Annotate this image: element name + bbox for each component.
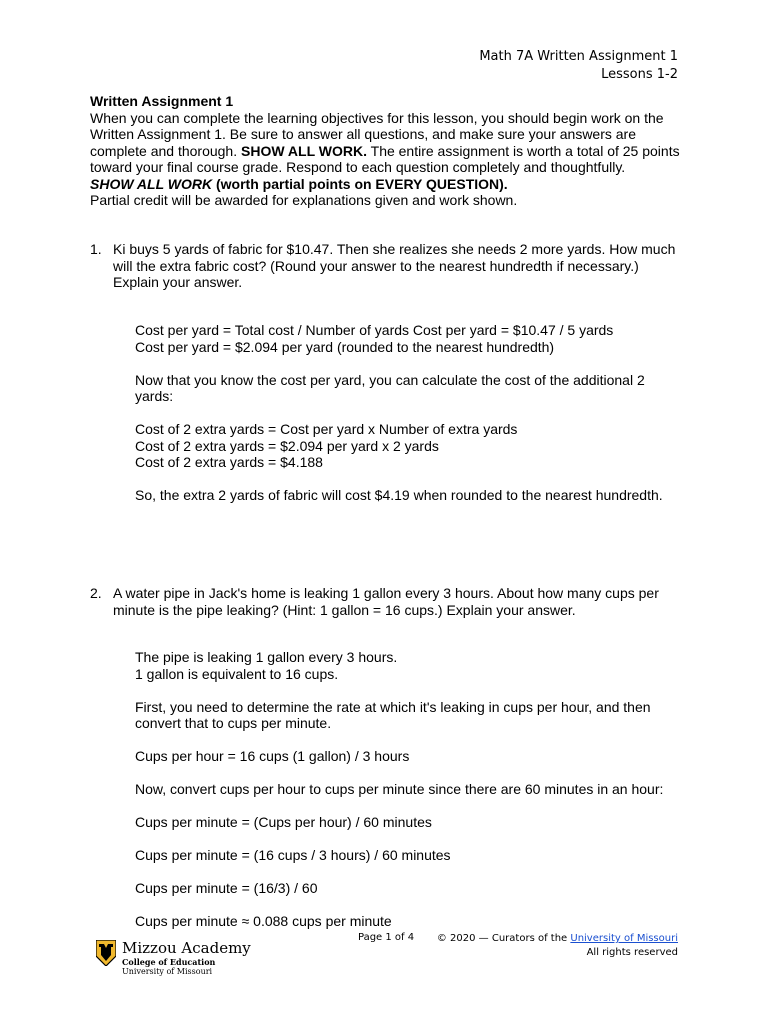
answer-line: So, the extra 2 yards of fabric will cost $4.19 when rounded to the nearest hundredth. bbox=[135, 487, 663, 503]
question-line: will the extra fabric cost? (Round your answer to the nearest hundredth if necessary.) bbox=[113, 257, 639, 274]
question-line: minute is the pipe leaking? (Hint: 1 gallon = 16 cups.) Explain your answer. bbox=[113, 601, 576, 618]
intro-emphasis: SHOW ALL WORK. bbox=[241, 142, 367, 159]
intro-text: (worth partial points on EVERY QUESTION). bbox=[212, 175, 508, 192]
answer-line: Cups per minute = (Cups per hour) / 60 minutes bbox=[135, 814, 432, 830]
answer-line: Cost of 2 extra yards = $4.188 bbox=[135, 454, 323, 470]
question-line: Ki buys 5 yards of fabric for $10.47. Then she realizes she needs 2 more yards. How much bbox=[113, 241, 676, 257]
question-line: A water pipe in Jack's home is leaking 1 gallon every 3 hours. About how many cups per bbox=[113, 585, 659, 601]
rights-reserved: All rights reserved bbox=[586, 947, 678, 958]
answer-line: Now that you know the cost per yard, you can calculate the cost of the additional 2 bbox=[135, 371, 645, 388]
question-number: 1. bbox=[90, 241, 102, 257]
answer-line: Cups per minute ≈ 0.088 cups per minute bbox=[135, 913, 392, 929]
intro-line: toward your final course grade. Respond to each question completely and thoughtfully. bbox=[90, 159, 626, 175]
question-2 bbox=[90, 585, 690, 618]
answer-line: Cups per hour = 16 cups (1 gallon) / 3 hours bbox=[135, 748, 410, 764]
logo-university: University of Missouri bbox=[122, 967, 213, 976]
question-line: Explain your answer. bbox=[113, 274, 243, 290]
copyright-notice bbox=[437, 932, 678, 960]
answer-line: Cost of 2 extra yards = Cost per yard x Number of extra yards bbox=[135, 421, 518, 437]
answer-line: yards: bbox=[135, 388, 174, 404]
intro-line: When you can complete the learning objectives for this lesson, you should begin work on the bbox=[90, 109, 664, 126]
answer-line: Cost of 2 extra yards = $2.094 per yard x 2 yards bbox=[135, 437, 439, 454]
assignment-intro bbox=[90, 93, 690, 209]
answer-line: Cost per yard = Total cost / Number of yards Cost per yard = $10.47 / 5 yards bbox=[135, 322, 614, 338]
question-number: 2. bbox=[90, 585, 102, 601]
intro-line bbox=[90, 143, 690, 160]
intro-text: The entire assignment is worth a total of 25 points bbox=[367, 142, 680, 159]
header-course-title: Math 7A Written Assignment 1 bbox=[479, 49, 678, 64]
answer-line: First, you need to determine the rate at which it's leaking in cups per hour, and then bbox=[135, 698, 651, 715]
answer-line: convert that to cups per minute. bbox=[135, 715, 332, 731]
mizzou-tiger-shield-icon bbox=[96, 940, 116, 966]
answer-1 bbox=[135, 322, 695, 504]
answer-line: Cost per yard = $2.094 per yard (rounded to the nearest hundredth) bbox=[135, 338, 555, 355]
logo-title: Mizzou Academy bbox=[122, 939, 251, 957]
intro-line bbox=[90, 176, 690, 193]
question-1 bbox=[90, 241, 690, 291]
copyright-line bbox=[437, 932, 678, 946]
header-lessons: Lessons 1-2 bbox=[601, 67, 678, 82]
intro-title: Written Assignment 1 bbox=[90, 93, 234, 109]
answer-line: Cups per minute = (16 cups / 3 hours) / 60 minutes bbox=[135, 847, 451, 863]
intro-text: complete and thorough. bbox=[90, 142, 241, 159]
intro-line: Written Assignment 1. Be sure to answer all questions, and make sure your answers are bbox=[90, 126, 637, 142]
intro-emphasis: SHOW ALL WORK bbox=[90, 175, 213, 192]
university-link[interactable]: University of Missouri bbox=[570, 933, 678, 944]
answer-line: 1 gallon is equivalent to 16 cups. bbox=[135, 665, 339, 682]
document-header bbox=[479, 48, 678, 84]
copyright-text: © 2020 — Curators of the bbox=[436, 933, 571, 944]
answer-line: Cups per minute = (16/3) / 60 bbox=[135, 880, 318, 896]
logo-college: College of Education bbox=[122, 957, 216, 967]
mizzou-academy-logo bbox=[96, 940, 251, 977]
page-number: Page 1 of 4 bbox=[358, 932, 415, 943]
intro-line: Partial credit will be awarded for explanations given and work shown. bbox=[90, 192, 518, 208]
answer-2 bbox=[135, 649, 695, 930]
answer-line: The pipe is leaking 1 gallon every 3 hours. bbox=[135, 649, 398, 665]
answer-line: Now, convert cups per hour to cups per minute since there are 60 minutes in an hour: bbox=[135, 781, 664, 797]
